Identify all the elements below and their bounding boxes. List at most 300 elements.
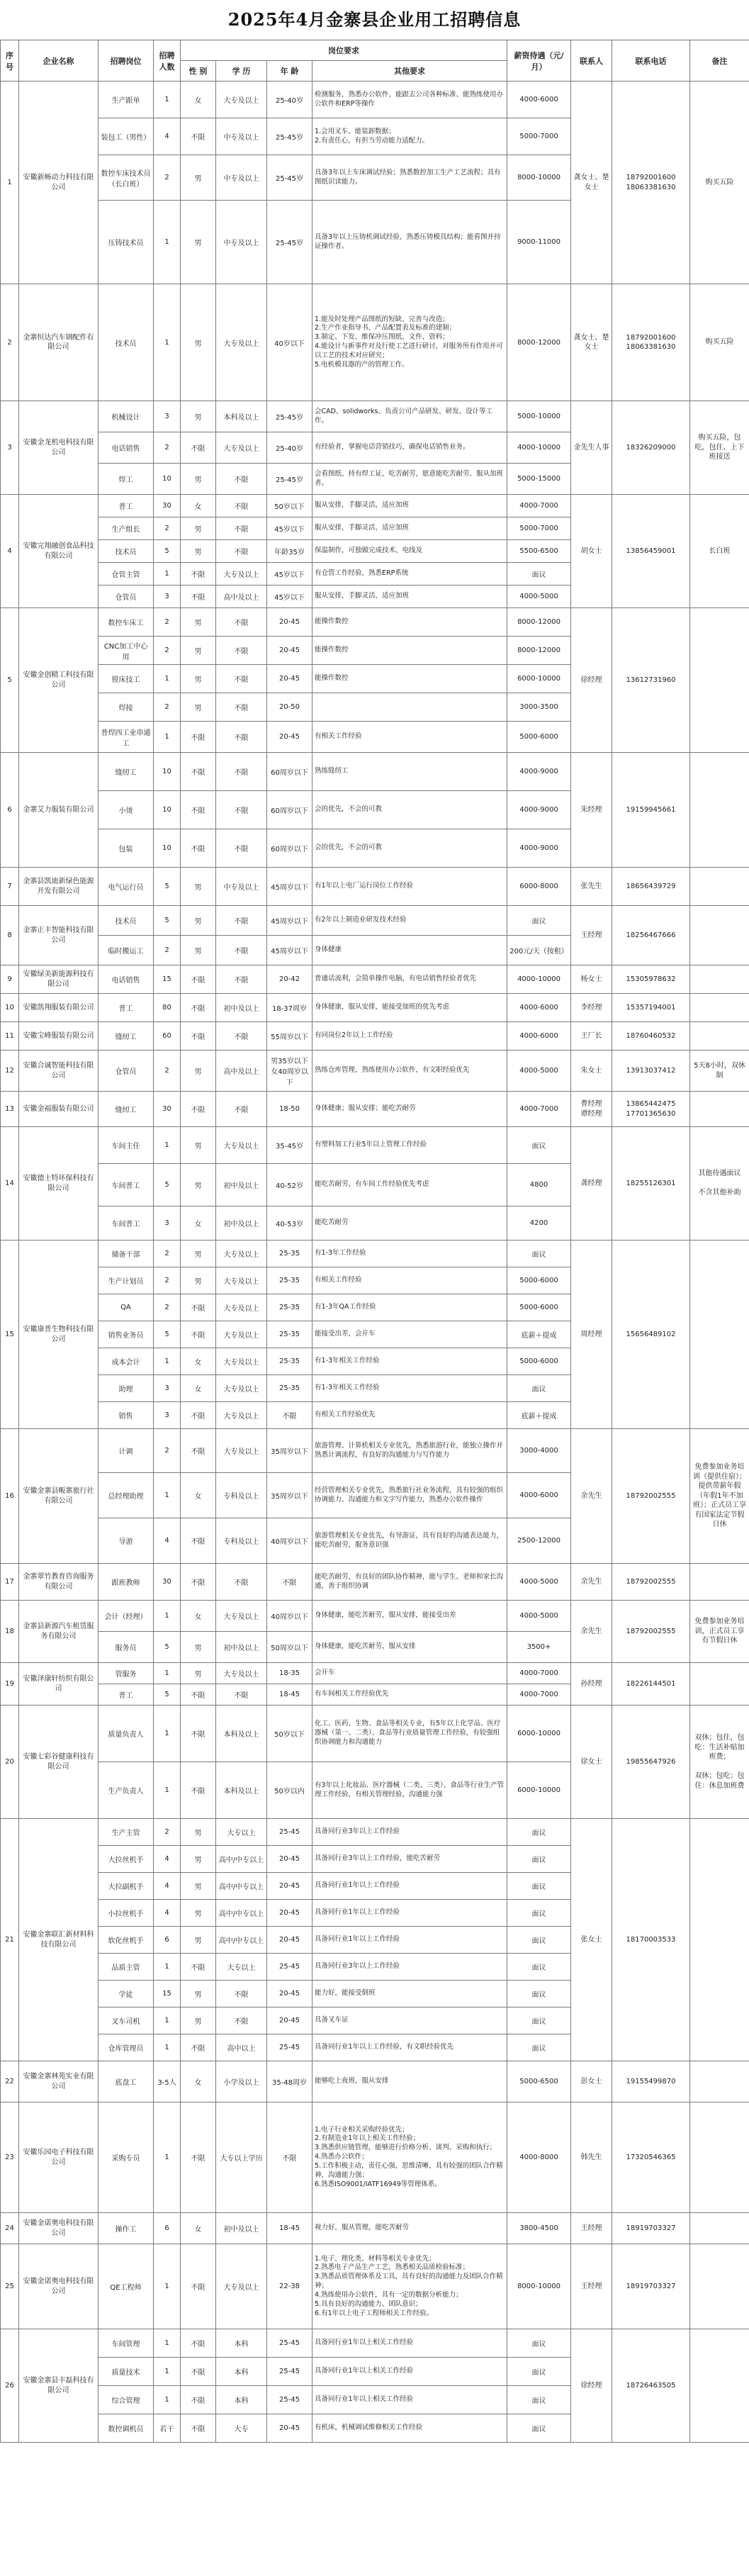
job-other-requirements: 能操作数控 xyxy=(312,665,507,693)
job-age: 40周岁以下 xyxy=(267,1601,312,1632)
job-gender: 不限 xyxy=(181,1294,216,1321)
contact-person: 王厂长 xyxy=(571,1022,612,1051)
row-seq: 6 xyxy=(1,753,19,868)
job-gender: 女 xyxy=(181,82,216,118)
job-salary: 面议 xyxy=(507,1127,571,1164)
table-row xyxy=(1,2061,749,2102)
company-name: 安徽金寨联汇新材料科技有限公司 xyxy=(19,1819,98,2061)
job-count: 1 xyxy=(154,2244,181,2329)
job-other-requirements: 有1年以上电厂运行岗位工作经验 xyxy=(312,868,507,906)
job-position: 销售 xyxy=(98,1402,154,1429)
company-name: 安徽宝峰服装有限公司 xyxy=(19,1022,98,1051)
row-seq: 1 xyxy=(1,82,19,284)
job-other-requirements: 有车间相关工作经验优先 xyxy=(312,1684,507,1706)
job-education: 大专 xyxy=(216,2414,267,2443)
job-gender: 男 xyxy=(181,608,216,637)
job-gender: 女 xyxy=(181,1473,216,1518)
job-other-requirements: 有塑料加工行业5年以上管理工作经验 xyxy=(312,1127,507,1164)
job-gender: 男 xyxy=(181,155,216,201)
job-other-requirements: 有仓管工作经验，熟悉ERP系统 xyxy=(312,563,507,586)
job-salary: 4000-5000 xyxy=(507,1601,571,1632)
job-salary: 面议 xyxy=(507,1846,571,1873)
row-seq: 12 xyxy=(1,1051,19,1092)
job-count: 1 xyxy=(154,2386,181,2414)
job-position: 学徒 xyxy=(98,1981,154,2007)
row-seq: 2 xyxy=(1,284,19,401)
job-count: 4 xyxy=(154,1900,181,1927)
job-count: 2 xyxy=(154,1429,181,1473)
job-age: 25-35 xyxy=(267,1348,312,1375)
job-position: 品质主管 xyxy=(98,1954,154,1981)
job-count: 4 xyxy=(154,118,181,155)
job-education: 不限 xyxy=(216,693,267,722)
job-gender: 男 xyxy=(181,1267,216,1294)
job-education: 高中及以上 xyxy=(216,1051,267,1092)
table-row xyxy=(1,82,749,118)
job-education: 大专以上 xyxy=(216,1954,267,1981)
header-position: 招聘岗位 xyxy=(98,40,154,82)
job-salary: 5000-6000 xyxy=(507,1294,571,1321)
contact-person: 曹经理 谭经理 xyxy=(571,1092,612,1127)
job-age: 20-45 xyxy=(267,608,312,637)
job-education: 高中/中专以上 xyxy=(216,1873,267,1900)
job-education: 中专及以上 xyxy=(216,155,267,201)
job-other-requirements: 具备同行业3年以上工作经验，能吃苦耐劳 xyxy=(312,1846,507,1873)
job-other-requirements: 检测服务，熟悉办公软件，能跟去公司各种标准、能熟练使用办公软件和ERP等操作 xyxy=(312,82,507,118)
contact-person: 徐女士 xyxy=(571,1706,612,1819)
contact-person: 彭女士 xyxy=(571,2061,612,2102)
job-position: 质量负责人 xyxy=(98,1706,154,1762)
job-position: 装包工（男性） xyxy=(98,118,154,155)
job-count: 1 xyxy=(154,1762,181,1819)
job-age: 20-45 xyxy=(267,2007,312,2034)
job-salary: 9000-11000 xyxy=(507,201,571,284)
job-position: 普焊四工业串通工 xyxy=(98,722,154,753)
job-position: 成本会计 xyxy=(98,1348,154,1375)
job-position: 叉车司机 xyxy=(98,2007,154,2034)
job-salary: 面议 xyxy=(507,2386,571,2414)
job-position: 普工 xyxy=(98,1684,154,1706)
job-salary: 6000-10000 xyxy=(507,1706,571,1762)
job-salary: 6000-8000 xyxy=(507,868,571,906)
job-count: 2 xyxy=(154,936,181,965)
job-age: 25-35 xyxy=(267,1241,312,1267)
job-salary: 4000-9000 xyxy=(507,791,571,829)
company-name: 金寨艾力服装有限公司 xyxy=(19,753,98,868)
job-age: 25-35 xyxy=(267,1294,312,1321)
job-age: 20-45 xyxy=(267,2414,312,2443)
job-age: 25-35 xyxy=(267,1375,312,1402)
job-age: 20-45 xyxy=(267,1846,312,1873)
job-age: 不限 xyxy=(267,1402,312,1429)
job-count: 1 xyxy=(154,2102,181,2213)
job-count: 2 xyxy=(154,432,181,464)
job-position: 大拉副机手 xyxy=(98,1873,154,1900)
job-other-requirements: 化工、医药、生物、食品等相关专业，有5年以上化学品、医疗器械（第一、二类）、食品等行业质量管理工作经验，有较强组织协调能力和沟通能力 xyxy=(312,1706,507,1762)
job-other-requirements: 身体健康，能吃苦耐劳，服从安排，能接受出差 xyxy=(312,1601,507,1632)
job-age: 年龄35岁 xyxy=(267,540,312,563)
job-position: 生产跟单 xyxy=(98,82,154,118)
job-other-requirements: 有1-3年QA工作经验 xyxy=(312,1294,507,1321)
header-note: 备注 xyxy=(690,40,749,82)
job-other-requirements: 具备同行业1年以上工作经验 xyxy=(312,1873,507,1900)
job-education: 本科 xyxy=(216,2386,267,2414)
remarks xyxy=(690,2061,749,2102)
job-age: 25-40岁 xyxy=(267,432,312,464)
job-age: 40周岁以下 xyxy=(267,1518,312,1564)
job-salary: 面议 xyxy=(507,2007,571,2034)
job-salary: 面议 xyxy=(507,1375,571,1402)
contact-phone: 18255126301 xyxy=(612,1127,690,1241)
job-gender: 男 xyxy=(181,665,216,693)
job-count: 3-5人 xyxy=(154,2061,181,2102)
job-position: QE工程师 xyxy=(98,2244,154,2329)
job-education: 大专及以上 xyxy=(216,1241,267,1267)
contact-phone: 18256467666 xyxy=(612,906,690,965)
job-education: 大专及以上 xyxy=(216,1294,267,1321)
job-other-requirements: 身体健康 xyxy=(312,936,507,965)
job-age: 20-42 xyxy=(267,965,312,994)
contact-phone: 13612731960 xyxy=(612,608,690,753)
job-education: 中专及以上 xyxy=(216,118,267,155)
remarks xyxy=(690,906,749,965)
job-position: 综合管理 xyxy=(98,2386,154,2414)
job-salary: 4000-7000 xyxy=(507,1663,571,1684)
job-education: 大专及以上 xyxy=(216,1402,267,1429)
job-position: 大拉丝机手 xyxy=(98,1846,154,1873)
job-salary: 面议 xyxy=(507,2414,571,2443)
job-age: 25-40岁 xyxy=(267,82,312,118)
contact-phone: 15305978632 xyxy=(612,965,690,994)
job-salary: 底薪＋提成 xyxy=(507,1321,571,1348)
job-education: 不限 xyxy=(216,791,267,829)
job-salary: 4000-6000 xyxy=(507,82,571,118)
job-gender: 不限 xyxy=(181,586,216,608)
job-other-requirements: 能操作数控 xyxy=(312,637,507,665)
job-position: 会计（经理） xyxy=(98,1601,154,1632)
job-salary: 面议 xyxy=(507,2034,571,2061)
job-salary: 4000-8000 xyxy=(507,2102,571,2213)
job-age: 25-45 xyxy=(267,1819,312,1846)
company-name: 安徽金寨县丰磊科技有限公司 xyxy=(19,2329,98,2443)
remarks xyxy=(690,608,749,753)
row-seq: 4 xyxy=(1,495,19,608)
job-salary: 面议 xyxy=(507,1873,571,1900)
contact-person: 朱经理 xyxy=(571,753,612,868)
contact-phone: 18792001600 18063381630 xyxy=(612,284,690,401)
job-count: 1 xyxy=(154,1127,181,1164)
table-row xyxy=(1,1663,749,1684)
job-count: 30 xyxy=(154,495,181,517)
job-count: 5 xyxy=(154,1321,181,1348)
job-count: 60 xyxy=(154,1022,181,1051)
job-salary: 底薪＋提成 xyxy=(507,1402,571,1429)
job-education: 大专以上学历 xyxy=(216,2102,267,2213)
job-age: 20-45 xyxy=(267,1873,312,1900)
job-salary: 4000-5000 xyxy=(507,1564,571,1601)
job-other-requirements: 能吃苦耐劳 xyxy=(312,1206,507,1241)
table-row xyxy=(1,1051,749,1092)
remarks xyxy=(690,965,749,994)
job-salary: 面议 xyxy=(507,1819,571,1846)
job-position: 电话销售 xyxy=(98,965,154,994)
contact-person: 李经理 xyxy=(571,994,612,1022)
table-row xyxy=(1,2244,749,2329)
job-education: 大专及以上 xyxy=(216,82,267,118)
job-gender: 不限 xyxy=(181,1092,216,1127)
job-gender: 不限 xyxy=(181,1684,216,1706)
job-other-requirements: 具备同行业1年以上相关工作经验 xyxy=(312,2329,507,2358)
job-other-requirements: 1.电子行业相关采购经验优先； 2.有制造业1年以上相关工作经验； 3.熟悉供应链管理，能够进行价格分析、谈判、采购和执行； 4.熟悉办公软件； 5.工作积极主动，责任心强，思维清晰，具有较强的团队合作精神，沟通能力强； 6.熟悉ISO9001/IATF16949等管理体系。 xyxy=(312,2102,507,2213)
contact-phone: 18656439729 xyxy=(612,868,690,906)
table-row xyxy=(1,495,749,517)
job-position: 普工 xyxy=(98,495,154,517)
table-body xyxy=(1,82,749,2443)
job-gender: 不限 xyxy=(181,1402,216,1429)
contact-person: 徐经理 xyxy=(571,2329,612,2443)
job-education: 大专及以上 xyxy=(216,2244,267,2329)
job-other-requirements: 1.会用叉车、能装卸数据； 2.有责任心，有担当劳动能力适配力。 xyxy=(312,118,507,155)
job-age: 60周岁以下 xyxy=(267,791,312,829)
job-position: 软化丝机手 xyxy=(98,1927,154,1954)
job-salary: 6000-10000 xyxy=(507,665,571,693)
contact-person: 张先生 xyxy=(571,868,612,906)
job-salary: 面议 xyxy=(507,563,571,586)
contact-person: 龚女士、楚女士 xyxy=(571,82,612,284)
job-other-requirements: 有3年以上化妆品、医疗器械（二类、三类）、食品等行业生产管理工作经验，有相关管理经验，沟通能力强 xyxy=(312,1762,507,1819)
job-salary: 6000-10000 xyxy=(507,1762,571,1819)
job-gender: 男 xyxy=(181,540,216,563)
job-position: 跟班教师 xyxy=(98,1564,154,1601)
job-other-requirements: 具备同行业1年以上工作经验 xyxy=(312,1927,507,1954)
job-education: 大专及以上 xyxy=(216,1601,267,1632)
job-education: 高中以上 xyxy=(216,2034,267,2061)
remarks xyxy=(690,1663,749,1706)
job-education: 初中及以上 xyxy=(216,2213,267,2244)
job-gender: 女 xyxy=(181,1348,216,1375)
job-position: 技术员 xyxy=(98,906,154,936)
recruitment-table xyxy=(0,40,749,2443)
job-salary: 5000-6000 xyxy=(507,1267,571,1294)
job-salary: 4200 xyxy=(507,1206,571,1241)
company-name: 安徽金诺奥电科技有限公司 xyxy=(19,2213,98,2244)
job-gender: 不限 xyxy=(181,1022,216,1051)
job-age: 25-45 xyxy=(267,1954,312,1981)
job-age: 25-45 xyxy=(267,2386,312,2414)
job-other-requirements: 有相关工作经验 xyxy=(312,722,507,753)
job-gender: 不限 xyxy=(181,829,216,868)
job-education: 不限 xyxy=(216,722,267,753)
job-position: 仓管员 xyxy=(98,1051,154,1092)
company-name: 安徽金创精工科技有限公司 xyxy=(19,608,98,753)
job-position: 缝纫工 xyxy=(98,753,154,791)
row-seq: 19 xyxy=(1,1663,19,1706)
job-gender: 不限 xyxy=(181,965,216,994)
job-education: 高中/中专以上 xyxy=(216,1900,267,1927)
table-row xyxy=(1,1127,749,1164)
job-other-requirements: 有相关工作经验 xyxy=(312,1267,507,1294)
job-other-requirements: 身体健康，服从安排，能接受加班的优先考虑 xyxy=(312,994,507,1022)
job-position: 生产组长 xyxy=(98,517,154,540)
job-salary: 5500-6500 xyxy=(507,540,571,563)
job-salary: 8000-12000 xyxy=(507,284,571,401)
company-name: 安徽康普生物科技有限公司 xyxy=(19,1241,98,1429)
table-row xyxy=(1,2213,749,2244)
contact-phone: 18760460532 xyxy=(612,1022,690,1051)
header-age: 年 龄 xyxy=(267,61,312,82)
job-count: 1 xyxy=(154,1348,181,1375)
job-count: 15 xyxy=(154,1981,181,2007)
job-gender: 男 xyxy=(181,464,216,495)
job-education: 中专及以上 xyxy=(216,868,267,906)
job-other-requirements: 熟练仓库管理，熟练使用办公软件，有文职经验优先 xyxy=(312,1051,507,1092)
job-gender: 男 xyxy=(181,401,216,432)
job-gender: 男 xyxy=(181,1846,216,1873)
remarks: 购买五险 xyxy=(690,82,749,284)
job-count: 30 xyxy=(154,1564,181,1601)
job-age: 20-45 xyxy=(267,665,312,693)
contact-person: 王经理 xyxy=(571,2244,612,2329)
job-education: 大专及以上 xyxy=(216,1375,267,1402)
job-salary: 5000-15000 xyxy=(507,464,571,495)
company-name: 安徽金福服装有限公司 xyxy=(19,1092,98,1127)
table-row xyxy=(1,1241,749,1267)
job-education: 小学及以上 xyxy=(216,2061,267,2102)
job-education: 大专及以上 xyxy=(216,1429,267,1473)
job-gender: 不限 xyxy=(181,791,216,829)
company-name: 安徽七彩谷健康科技有限公司 xyxy=(19,1706,98,1819)
remarks xyxy=(690,2213,749,2244)
job-age: 20-45 xyxy=(267,1981,312,2007)
job-salary: 面议 xyxy=(507,1981,571,2007)
job-position: 焊接 xyxy=(98,693,154,722)
job-salary: 4000-5000 xyxy=(507,586,571,608)
job-age: 25-45 xyxy=(267,2034,312,2061)
job-age: 35-48周岁 xyxy=(267,2061,312,2102)
table-row xyxy=(1,1601,749,1632)
company-name: 金寨县新源汽车租赁服务有限公司 xyxy=(19,1601,98,1663)
job-other-requirements: 具备同行业1年以上相关工作经验 xyxy=(312,2358,507,2386)
job-age: 25-35 xyxy=(267,1321,312,1348)
header-other: 其他要求 xyxy=(312,61,507,82)
job-age: 18-37周岁 xyxy=(267,994,312,1022)
remarks: 购买五险 xyxy=(690,284,749,401)
job-education: 大专及以上 xyxy=(216,284,267,401)
job-position: 缝纫工 xyxy=(98,1022,154,1051)
row-seq: 17 xyxy=(1,1564,19,1601)
row-seq: 18 xyxy=(1,1601,19,1663)
job-count: 2 xyxy=(154,1294,181,1321)
job-count: 2 xyxy=(154,608,181,637)
job-salary: 3500+ xyxy=(507,1632,571,1663)
job-age: 20-45 xyxy=(267,1927,312,1954)
table-row xyxy=(1,1092,749,1127)
job-other-requirements: 有1-3年工作经验 xyxy=(312,1241,507,1267)
job-position: 焊工 xyxy=(98,464,154,495)
job-salary: 5000-6000 xyxy=(507,722,571,753)
job-count: 30 xyxy=(154,1092,181,1127)
job-education: 本科及以上 xyxy=(216,1762,267,1819)
job-count: 3 xyxy=(154,586,181,608)
contact-phone: 18919703327 xyxy=(612,2244,690,2329)
job-age: 35周岁以下 xyxy=(267,1473,312,1518)
job-education: 不限 xyxy=(216,1564,267,1601)
job-education: 不限 xyxy=(216,540,267,563)
job-salary: 3000-3500 xyxy=(507,693,571,722)
job-gender: 男 xyxy=(181,1900,216,1927)
job-age: 不限 xyxy=(267,1564,312,1601)
remarks xyxy=(690,1241,749,1429)
job-count: 5 xyxy=(154,540,181,563)
contact-person: 龚经理 xyxy=(571,1127,612,1241)
job-gender: 女 xyxy=(181,1375,216,1402)
contact-phone: 13865442475 17701365630 xyxy=(612,1092,690,1127)
row-seq: 9 xyxy=(1,965,19,994)
job-salary: 4000-6000 xyxy=(507,994,571,1022)
job-age: 18-50 xyxy=(267,1092,312,1127)
job-education: 不限 xyxy=(216,464,267,495)
company-name: 安徽乐园电子科技有限公司 xyxy=(19,2102,98,2213)
job-gender: 不限 xyxy=(181,2414,216,2443)
job-age: 45周岁以下 xyxy=(267,868,312,906)
job-position: 机械设计 xyxy=(98,401,154,432)
job-position: 数控调机员 xyxy=(98,2414,154,2443)
remarks xyxy=(690,1819,749,2061)
job-other-requirements: 具备3年以上压铸机调试经验，熟悉压铸模具结构；能看图并持证操作者。 xyxy=(312,201,507,284)
job-position: 技术员 xyxy=(98,284,154,401)
job-age: 25-45 xyxy=(267,2358,312,2386)
job-other-requirements: 具备叉车证 xyxy=(312,2007,507,2034)
job-other-requirements: 保温制作，可独做完成技术、电线及 xyxy=(312,540,507,563)
company-name: 金寨县凯迪新绿色能源开发有限公司 xyxy=(19,868,98,906)
job-other-requirements: 会的优先，不会的可教 xyxy=(312,829,507,868)
job-salary: 4800 xyxy=(507,1164,571,1206)
header-gender: 性 别 xyxy=(181,61,216,82)
job-education: 中专及以上 xyxy=(216,201,267,284)
job-other-requirements: 身体健康，能吃苦耐劳，服从安排 xyxy=(312,1632,507,1663)
job-gender: 不限 xyxy=(181,432,216,464)
contact-phone: 18792002555 xyxy=(612,1601,690,1663)
job-count: 1 xyxy=(154,2034,181,2061)
header-requirements-group: 岗位要求 xyxy=(181,40,507,61)
job-gender: 男 xyxy=(181,1663,216,1684)
header-company: 企业名称 xyxy=(19,40,98,82)
job-position: 管服务 xyxy=(98,1663,154,1684)
job-salary: 5000-6000 xyxy=(507,1348,571,1375)
job-count: 3 xyxy=(154,1375,181,1402)
job-gender: 男 xyxy=(181,1873,216,1900)
table-row xyxy=(1,1819,749,1846)
company-name: 金寨翠竹教育咨询服务有限公司 xyxy=(19,1564,98,1601)
job-education: 不限 xyxy=(216,2007,267,2034)
job-other-requirements: 具备同行业1年以上工作经验，有文职经验优先 xyxy=(312,2034,507,2061)
job-count: 80 xyxy=(154,994,181,1022)
job-position: 生产负责人 xyxy=(98,1762,154,1819)
job-age: 20-45 xyxy=(267,1900,312,1927)
job-gender: 男 xyxy=(181,201,216,284)
job-count: 1 xyxy=(154,2329,181,2358)
job-position: 车间普工 xyxy=(98,1164,154,1206)
job-count: 10 xyxy=(154,464,181,495)
job-gender: 不限 xyxy=(181,722,216,753)
job-salary: 面议 xyxy=(507,2358,571,2386)
job-other-requirements: 1.能及时处理产品图纸的短缺、完善与改造； 2.生产作业指导书、产品配置表及标准的建制； 3.制定、下发、维保冲压图纸、文件、资料； 4.能设计与新事件对及行使工艺进行研讨，对服务所有作用并可以工艺的技术对应研究； 5.电机模具器的产的管理工作。 xyxy=(312,284,507,401)
contact-phone: 15357194001 xyxy=(612,994,690,1022)
contact-person: 龚女士、楚女士 xyxy=(571,284,612,401)
job-other-requirements xyxy=(312,693,507,722)
job-other-requirements: 身体健康；服从安排；能吃苦耐劳 xyxy=(312,1092,507,1127)
company-name: 安徽金诺奥电科技有限公司 xyxy=(19,2244,98,2329)
